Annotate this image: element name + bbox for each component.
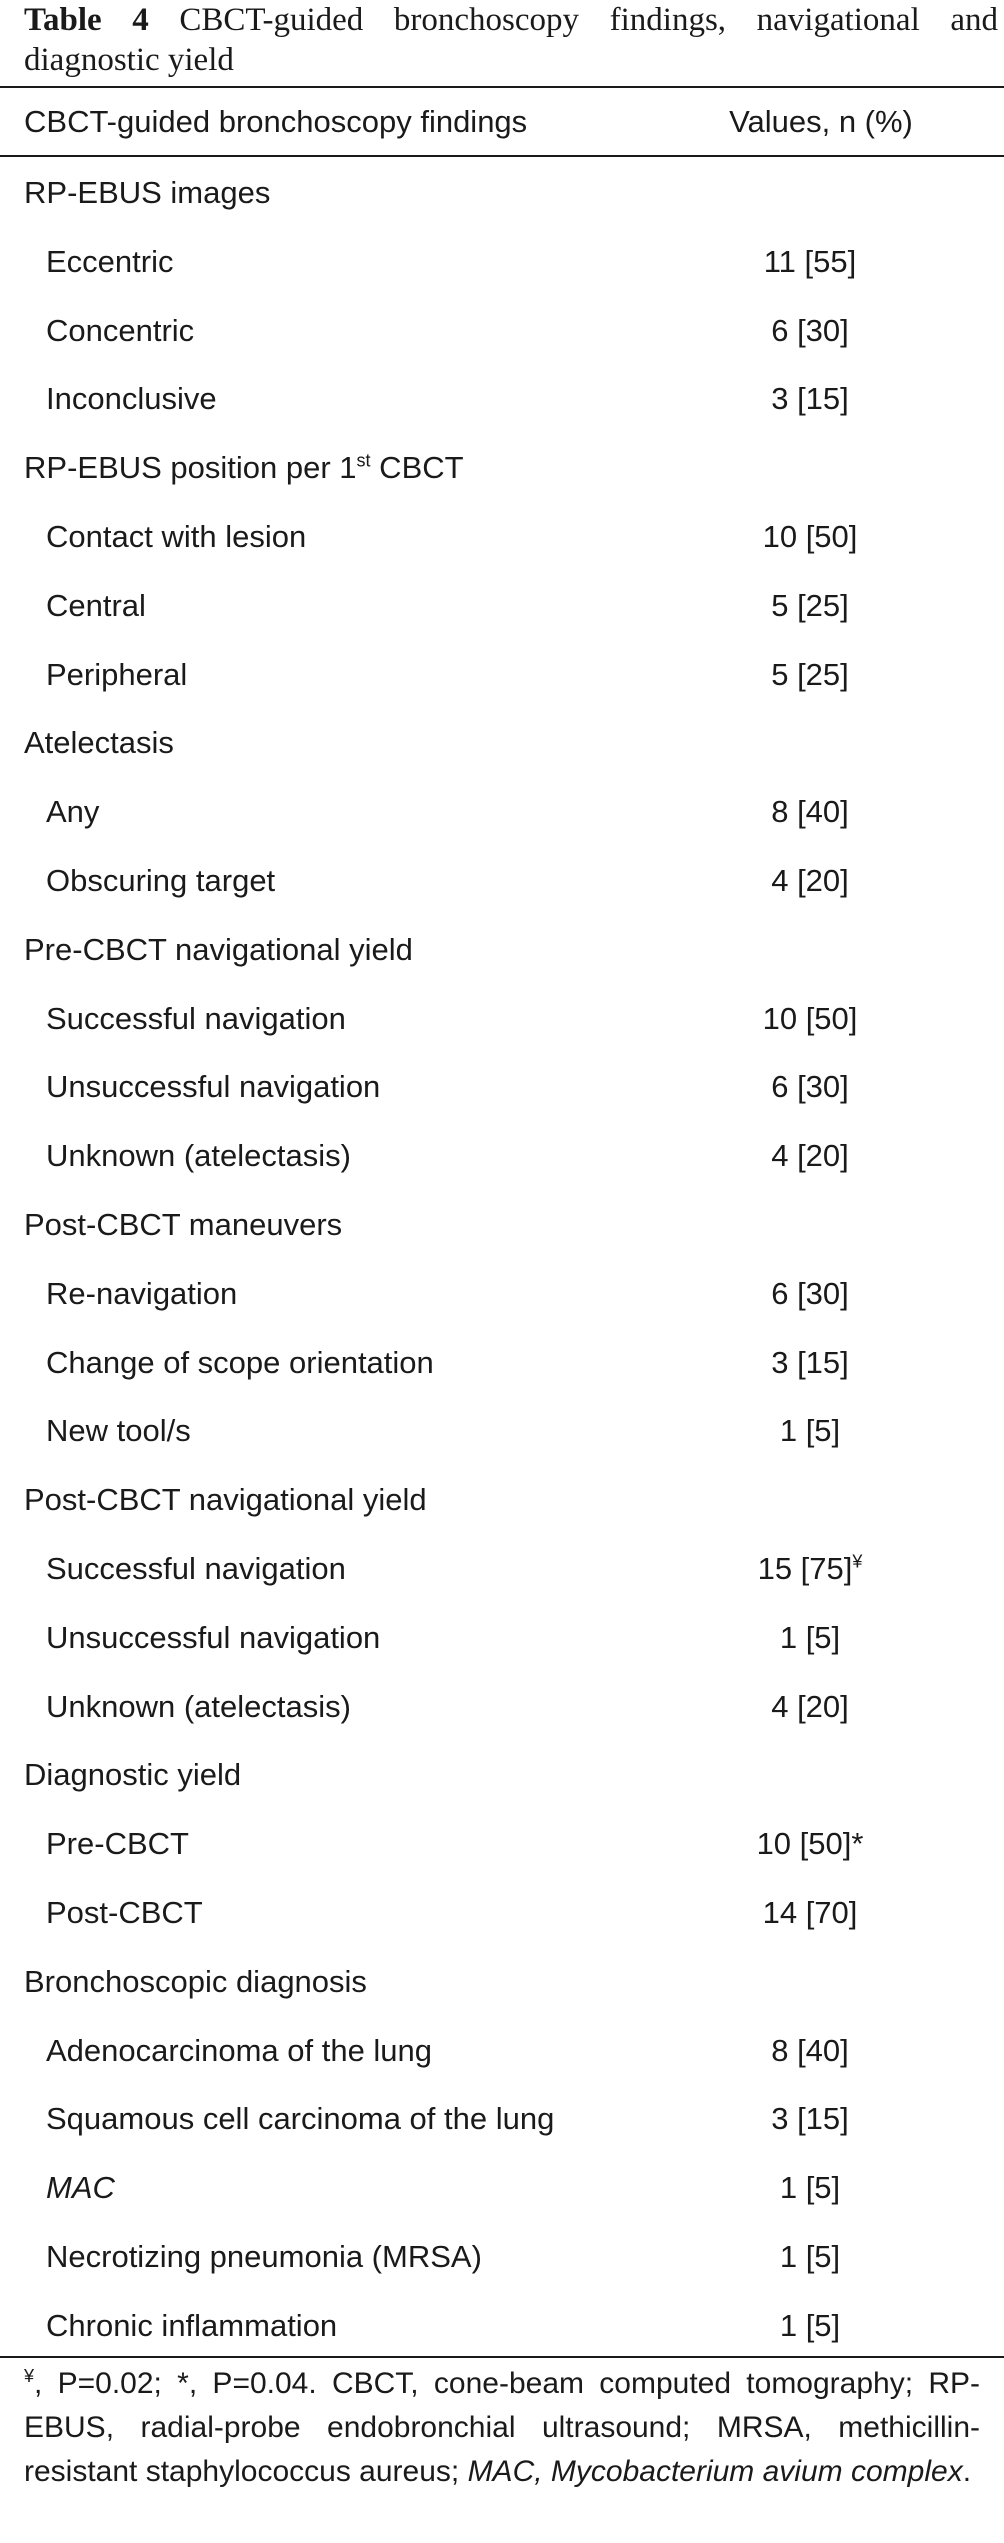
row-value-text: 10 [50] [762,1000,858,1036]
row-value-text: 5 [25] [771,656,849,692]
row-label-text: Unknown (atelectasis) [46,1138,351,1174]
row-value-text: 4 [20] [771,1688,849,1724]
row-value [780,2308,840,2344]
row-label-text: Successful navigation [46,1550,346,1586]
table-row [0,638,1004,707]
row-value [763,519,858,555]
header-values: Values, n (%) [729,104,913,139]
row-value-text: 10 [50]* [756,1826,864,1862]
header-findings: CBCT-guided bronchoscopy findings [24,104,528,139]
row-label [46,2308,337,2344]
row-value [780,2239,840,2275]
row-value-text: 4 [20] [771,1138,849,1174]
row-label [46,1826,189,1862]
table-row [0,225,1004,294]
row-label-text: Diagnostic yield [24,1757,242,1793]
table-row [0,500,1004,569]
table-row [0,1050,1004,1119]
row-value-text: 3 [15] [771,2101,849,2137]
table-caption [0,0,1004,86]
row-label [46,1138,351,1174]
row-label-text: Adenocarcinoma of the lung [46,2032,433,2068]
row-label [46,519,306,555]
row-value [780,1620,840,1656]
row-label [46,1069,380,1105]
table-row [0,2220,1004,2289]
row-label [46,2239,482,2275]
row-value [771,1689,849,1725]
row-label-text: Peripheral [46,656,188,692]
row-label-text: Pre-CBCT navigational yield [24,931,413,967]
section-row [0,1738,1004,1807]
row-value [771,313,849,349]
table-row [0,2289,1004,2358]
row-label-text: Eccentric [46,243,174,279]
row-value-text: 10 [50] [762,518,858,554]
row-label-text: Successful navigation [46,1000,346,1036]
row-label-text: Necrotizing pneumonia (MRSA) [46,2238,482,2274]
row-value [771,657,849,693]
row-label-text: Central [46,587,146,623]
row-label [46,1001,346,1037]
row-label [24,1482,427,1518]
section-row [0,706,1004,775]
section-row [0,1945,1004,2014]
row-value-sup: ¥ [852,1551,863,1572]
table-row [0,2151,1004,2220]
row-label [46,1551,346,1587]
row-label [46,588,146,624]
row-value [771,381,849,417]
footnote-italic: MAC, Mycobacterium avium complex [467,2455,963,2488]
row-label [46,2170,115,2206]
row-value [771,1069,849,1105]
row-value [757,1826,864,1862]
row-label [46,1276,237,1312]
table-row [0,844,1004,913]
row-value-text: 11 [55] [763,243,857,279]
section-row [0,156,1004,225]
table-row [0,1394,1004,1463]
table-row [0,362,1004,431]
table-row [0,1257,1004,1326]
row-label [24,450,464,486]
section-row [0,431,1004,500]
row-label-text: Unknown (atelectasis) [46,1688,351,1724]
row-label-text: Inconclusive [46,381,217,417]
table-row [0,1326,1004,1395]
row-value-text: 4 [20] [771,862,849,898]
row-value [763,1895,858,1931]
row-value-text: 6 [30] [771,312,849,348]
table-row [0,1876,1004,1945]
row-value [771,1345,849,1381]
row-value [771,794,849,830]
row-label [24,1207,342,1243]
row-label [46,657,187,693]
table-header [0,88,1004,156]
footnote-symbol: ¥ [24,2366,35,2386]
row-label-sup: st [356,450,371,471]
row-label [46,1895,203,1931]
table-row [0,1670,1004,1739]
row-label-text: New tool/s [46,1413,191,1449]
table-row [0,2082,1004,2151]
row-label-text: RP-EBUS position per 1 [24,450,357,486]
row-value [771,1276,849,1312]
row-label-text: Unsuccessful navigation [46,1069,381,1105]
row-value [771,2101,849,2137]
table-row [0,1532,1004,1601]
row-value-text: 15 [75] [757,1550,853,1586]
row-value [771,588,849,624]
row-label [24,725,174,761]
row-label [46,863,275,899]
row-label-text: Bronchoscopic diagnosis [24,1963,367,1999]
row-value-text: 6 [30] [771,1275,849,1311]
row-label [24,1964,367,2000]
row-label [46,313,194,349]
row-value [763,1001,858,1037]
row-value-text: 3 [15] [771,1344,849,1380]
row-label-text: Post-CBCT maneuvers [24,1206,343,1242]
row-label-text: Concentric [46,312,195,348]
table-row [0,569,1004,638]
row-label-text: Pre-CBCT [46,1826,189,1862]
footnote-end: . [962,2455,972,2488]
row-label [46,794,99,830]
table-body [0,156,1004,2358]
row-label-text: Change of scope orientation [46,1344,434,1380]
row-value [780,2170,840,2206]
row-value [771,1138,849,1174]
row-value-text: 1 [5] [779,1413,841,1449]
row-value [780,1413,840,1449]
table-row [0,982,1004,1051]
row-value-text: 1 [5] [779,1619,841,1655]
row-value [771,2033,849,2069]
row-value-text: 3 [15] [771,381,849,417]
row-label-text: Post-CBCT [46,1894,203,1930]
row-label-text: Unsuccessful navigation [46,1619,381,1655]
row-label [46,244,173,280]
row-label [46,381,217,417]
section-row [0,1463,1004,1532]
bottom-rule [0,2356,1004,2358]
table-row [0,775,1004,844]
table-row [0,1119,1004,1188]
row-label [46,2033,432,2069]
table-title: CBCT-guided bronchoscopy findings, navigational and diagnostic yield [24,2,998,78]
row-value [758,1551,863,1587]
row-value-text: 5 [25] [771,587,849,623]
row-value-text: 1 [5] [779,2170,841,2206]
row-value-text: 14 [70] [762,1894,858,1930]
row-label-suffix: CBCT [370,450,464,486]
row-label-text: Any [46,794,100,830]
row-value [764,244,857,280]
row-label-text: RP-EBUS images [24,175,271,210]
section-row [0,913,1004,982]
row-value-text: 1 [5] [779,2238,841,2274]
row-label-text: Squamous cell carcinoma of the lung [46,2101,555,2137]
row-label-text: Re-navigation [46,1275,238,1311]
table-row [0,2014,1004,2083]
row-label-text: Contact with lesion [46,518,307,554]
row-label [46,2101,554,2137]
section-row [0,1188,1004,1257]
footnote-text: , P=0.02; *, P=0.04. CBCT, cone-beam computed tomography; RP-EBUS, radial-probe endobronchial ultrasound; MRSA, methicillin-resistant staphylococcus aureus; [24,2367,980,2488]
row-label-text: MAC [46,2170,115,2206]
row-label [46,1689,351,1725]
row-label-text: Atelectasis [24,725,174,761]
table-footnote [24,2362,980,2494]
table-row [0,1601,1004,1670]
row-label-text: Obscuring target [46,862,276,898]
row-value-text: 1 [5] [779,2307,841,2343]
row-label [24,932,413,968]
row-label [24,1757,241,1793]
table-row [0,294,1004,363]
row-label-text: Post-CBCT navigational yield [24,1482,427,1518]
row-label [46,1620,380,1656]
table-label: Table 4 [24,2,149,38]
row-value [771,863,849,899]
row-value-text: 8 [40] [771,2032,849,2068]
row-label [24,175,270,211]
row-label [46,1345,434,1381]
row-value-text: 6 [30] [771,1069,849,1105]
row-value-text: 8 [40] [771,794,849,830]
row-label [46,1413,191,1449]
table-row [0,1807,1004,1876]
row-label-text: Chronic inflammation [46,2307,338,2343]
